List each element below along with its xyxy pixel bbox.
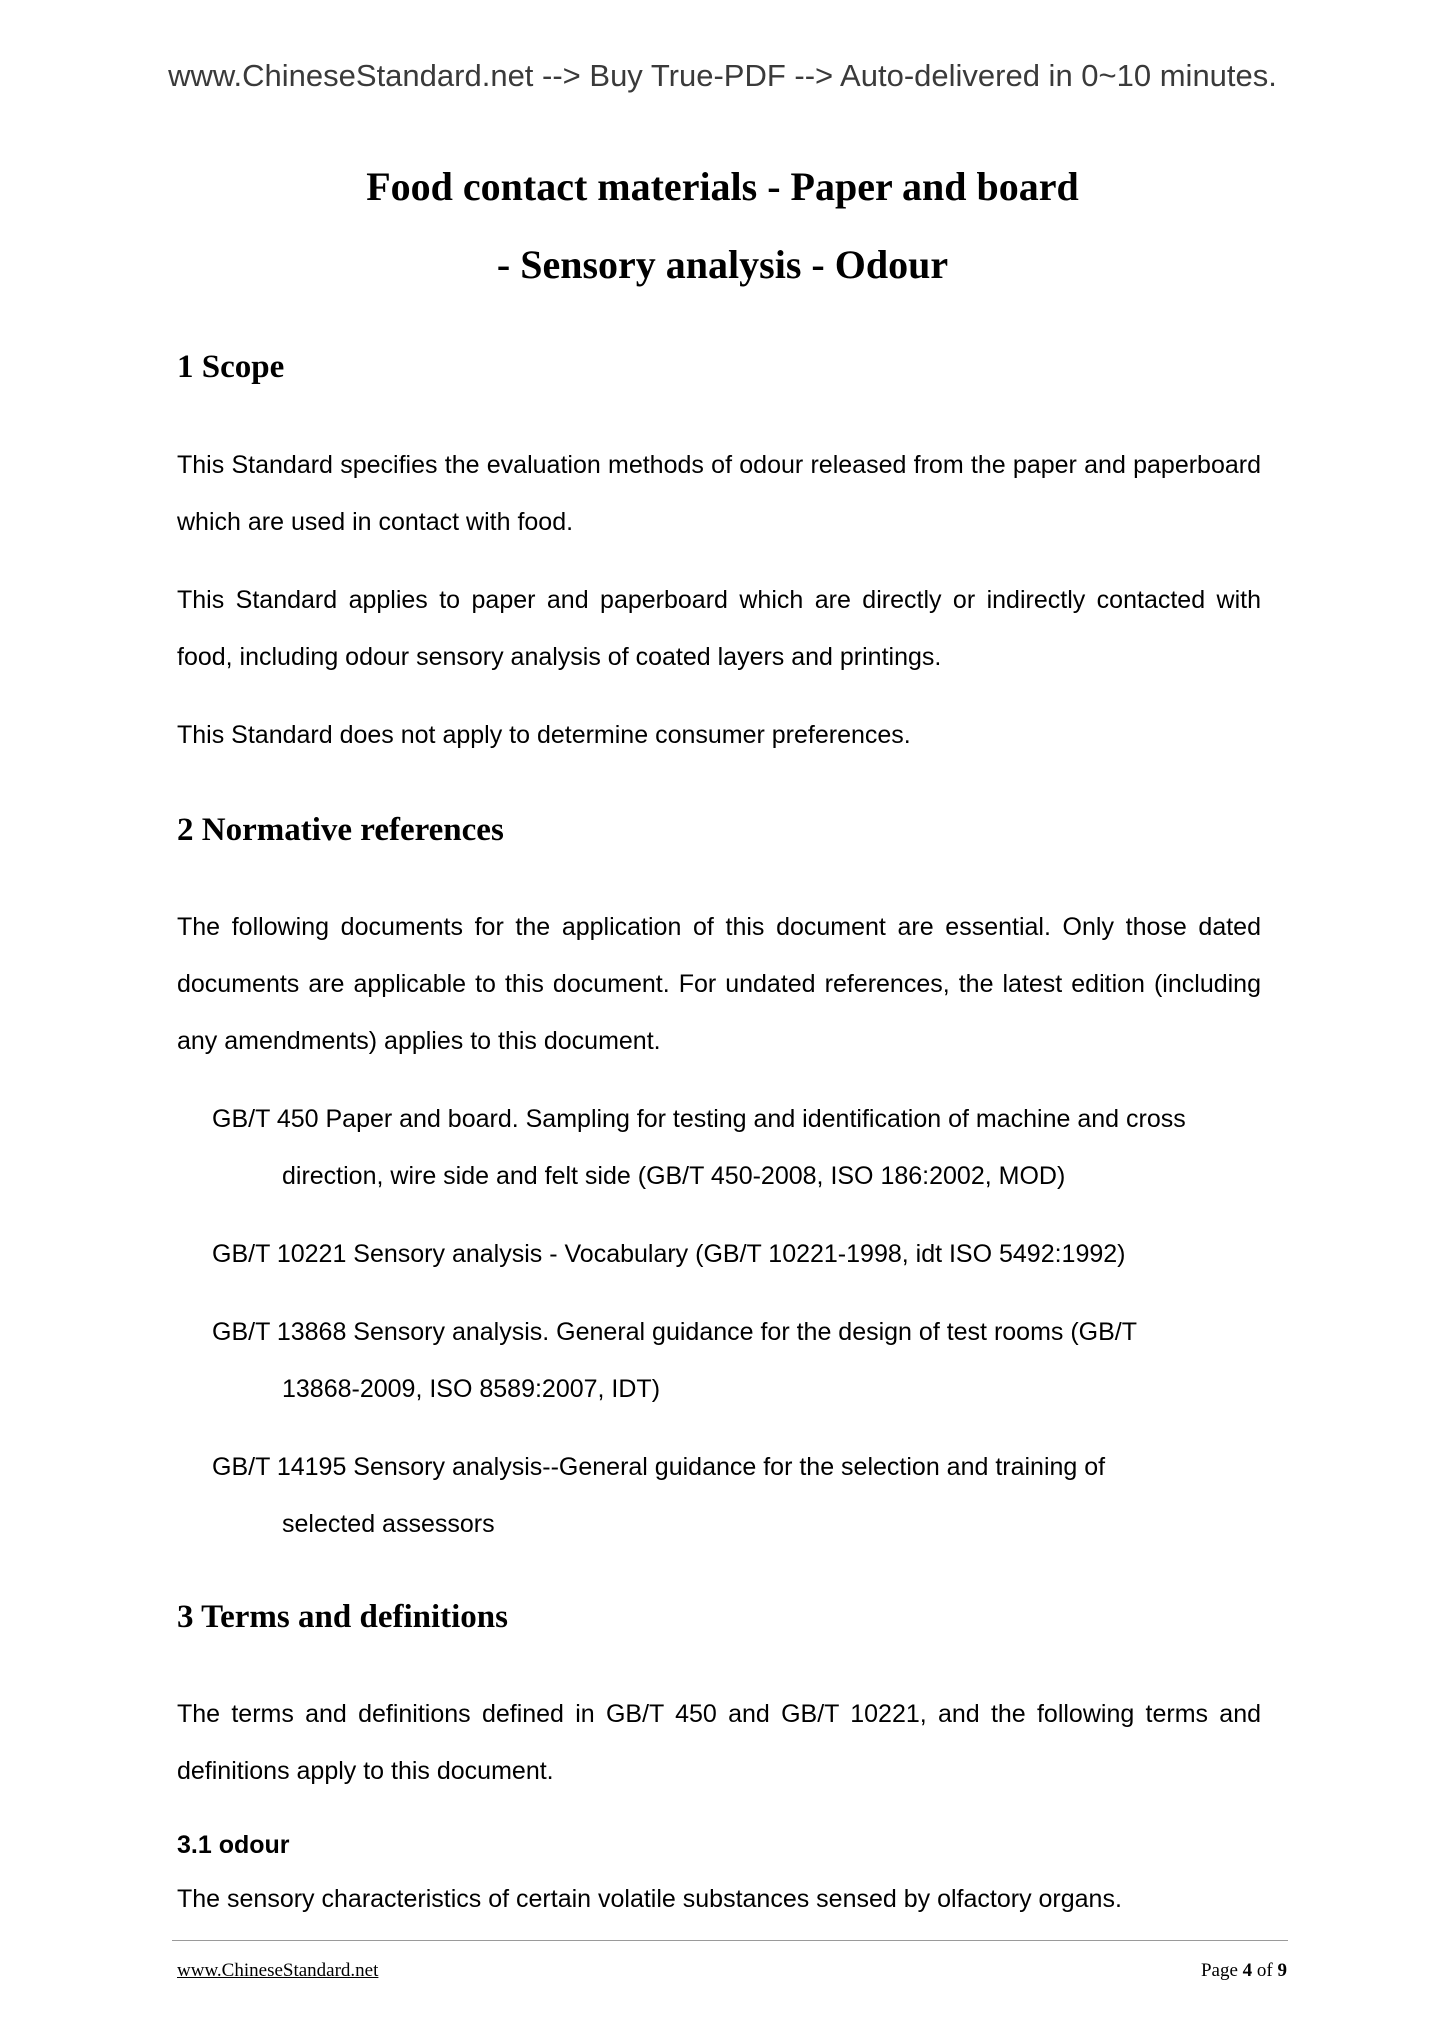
reference-item bbox=[212, 1439, 1261, 1553]
terms-intro-paragraph: The terms and definitions defined in GB/T 450 and GB/T 10221, and the following terms and definitions apply to this document. bbox=[177, 1700, 1261, 1785]
page-current: 4 bbox=[1242, 1960, 1253, 1981]
reference-line: GB/T 10221 Sensory analysis - Vocabulary (GB/T 10221-1998, idt ISO 5492:1992) bbox=[212, 1240, 1126, 1268]
document-title-line-2: - Sensory analysis - Odour bbox=[496, 242, 949, 287]
scope-paragraph-1: This Standard specifies the evaluation methods of odour released from the paper and paperboard which are used in contact with food. bbox=[177, 451, 1261, 536]
banner-link[interactable]: www.ChineseStandard.net --> Buy True-PDF --> Auto-delivered in 0~10 minutes. bbox=[168, 58, 1277, 93]
page-of: of bbox=[1256, 1960, 1273, 1981]
normative-intro-paragraph: The following documents for the application of this document are essential. Only those dated documents are applicable to this document. For undated references, the latest edition (including any amendments) applies to this document. bbox=[177, 913, 1261, 1055]
section-heading-scope: 1 Scope bbox=[177, 349, 285, 385]
section-heading-normative-references: 2 Normative references bbox=[177, 812, 504, 848]
reference-continuation: 13868-2009, ISO 8589:2007, IDT) bbox=[282, 1375, 661, 1403]
footer-site-link[interactable]: www.ChineseStandard.net bbox=[177, 1960, 379, 1981]
term-definition-odour: The sensory characteristics of certain volatile substances sensed by olfactory organs. bbox=[177, 1885, 1122, 1913]
document-title-line-1: Food contact materials - Paper and board bbox=[366, 164, 1079, 209]
page-label: Page bbox=[1200, 1960, 1238, 1981]
footer-divider bbox=[172, 1940, 1288, 1941]
reference-line: GB/T 450 Paper and board. Sampling for testing and identification of machine and cross bbox=[212, 1105, 1186, 1133]
reference-item bbox=[212, 1304, 1261, 1418]
section-heading-terms-and-definitions: 3 Terms and definitions bbox=[177, 1599, 508, 1635]
scope-paragraph-2: This Standard applies to paper and paperboard which are directly or indirectly contacted with food, including odour sensory analysis of coated layers and printings. bbox=[177, 586, 1261, 671]
page-number bbox=[1201, 1960, 1287, 1982]
reference-line: GB/T 13868 Sensory analysis. General guidance for the design of test rooms (GB/T bbox=[212, 1318, 1138, 1346]
reference-item bbox=[212, 1091, 1261, 1205]
scope-paragraph-3: This Standard does not apply to determine consumer preferences. bbox=[177, 721, 911, 749]
reference-continuation: selected assessors bbox=[282, 1510, 495, 1538]
term-heading-odour: 3.1 odour bbox=[177, 1831, 290, 1859]
reference-item bbox=[212, 1226, 1261, 1283]
reference-line: GB/T 14195 Sensory analysis--General guidance for the selection and training of bbox=[212, 1453, 1106, 1481]
page-total: 9 bbox=[1277, 1960, 1287, 1981]
reference-continuation: direction, wire side and felt side (GB/T 450-2008, ISO 186:2002, MOD) bbox=[282, 1162, 1066, 1190]
